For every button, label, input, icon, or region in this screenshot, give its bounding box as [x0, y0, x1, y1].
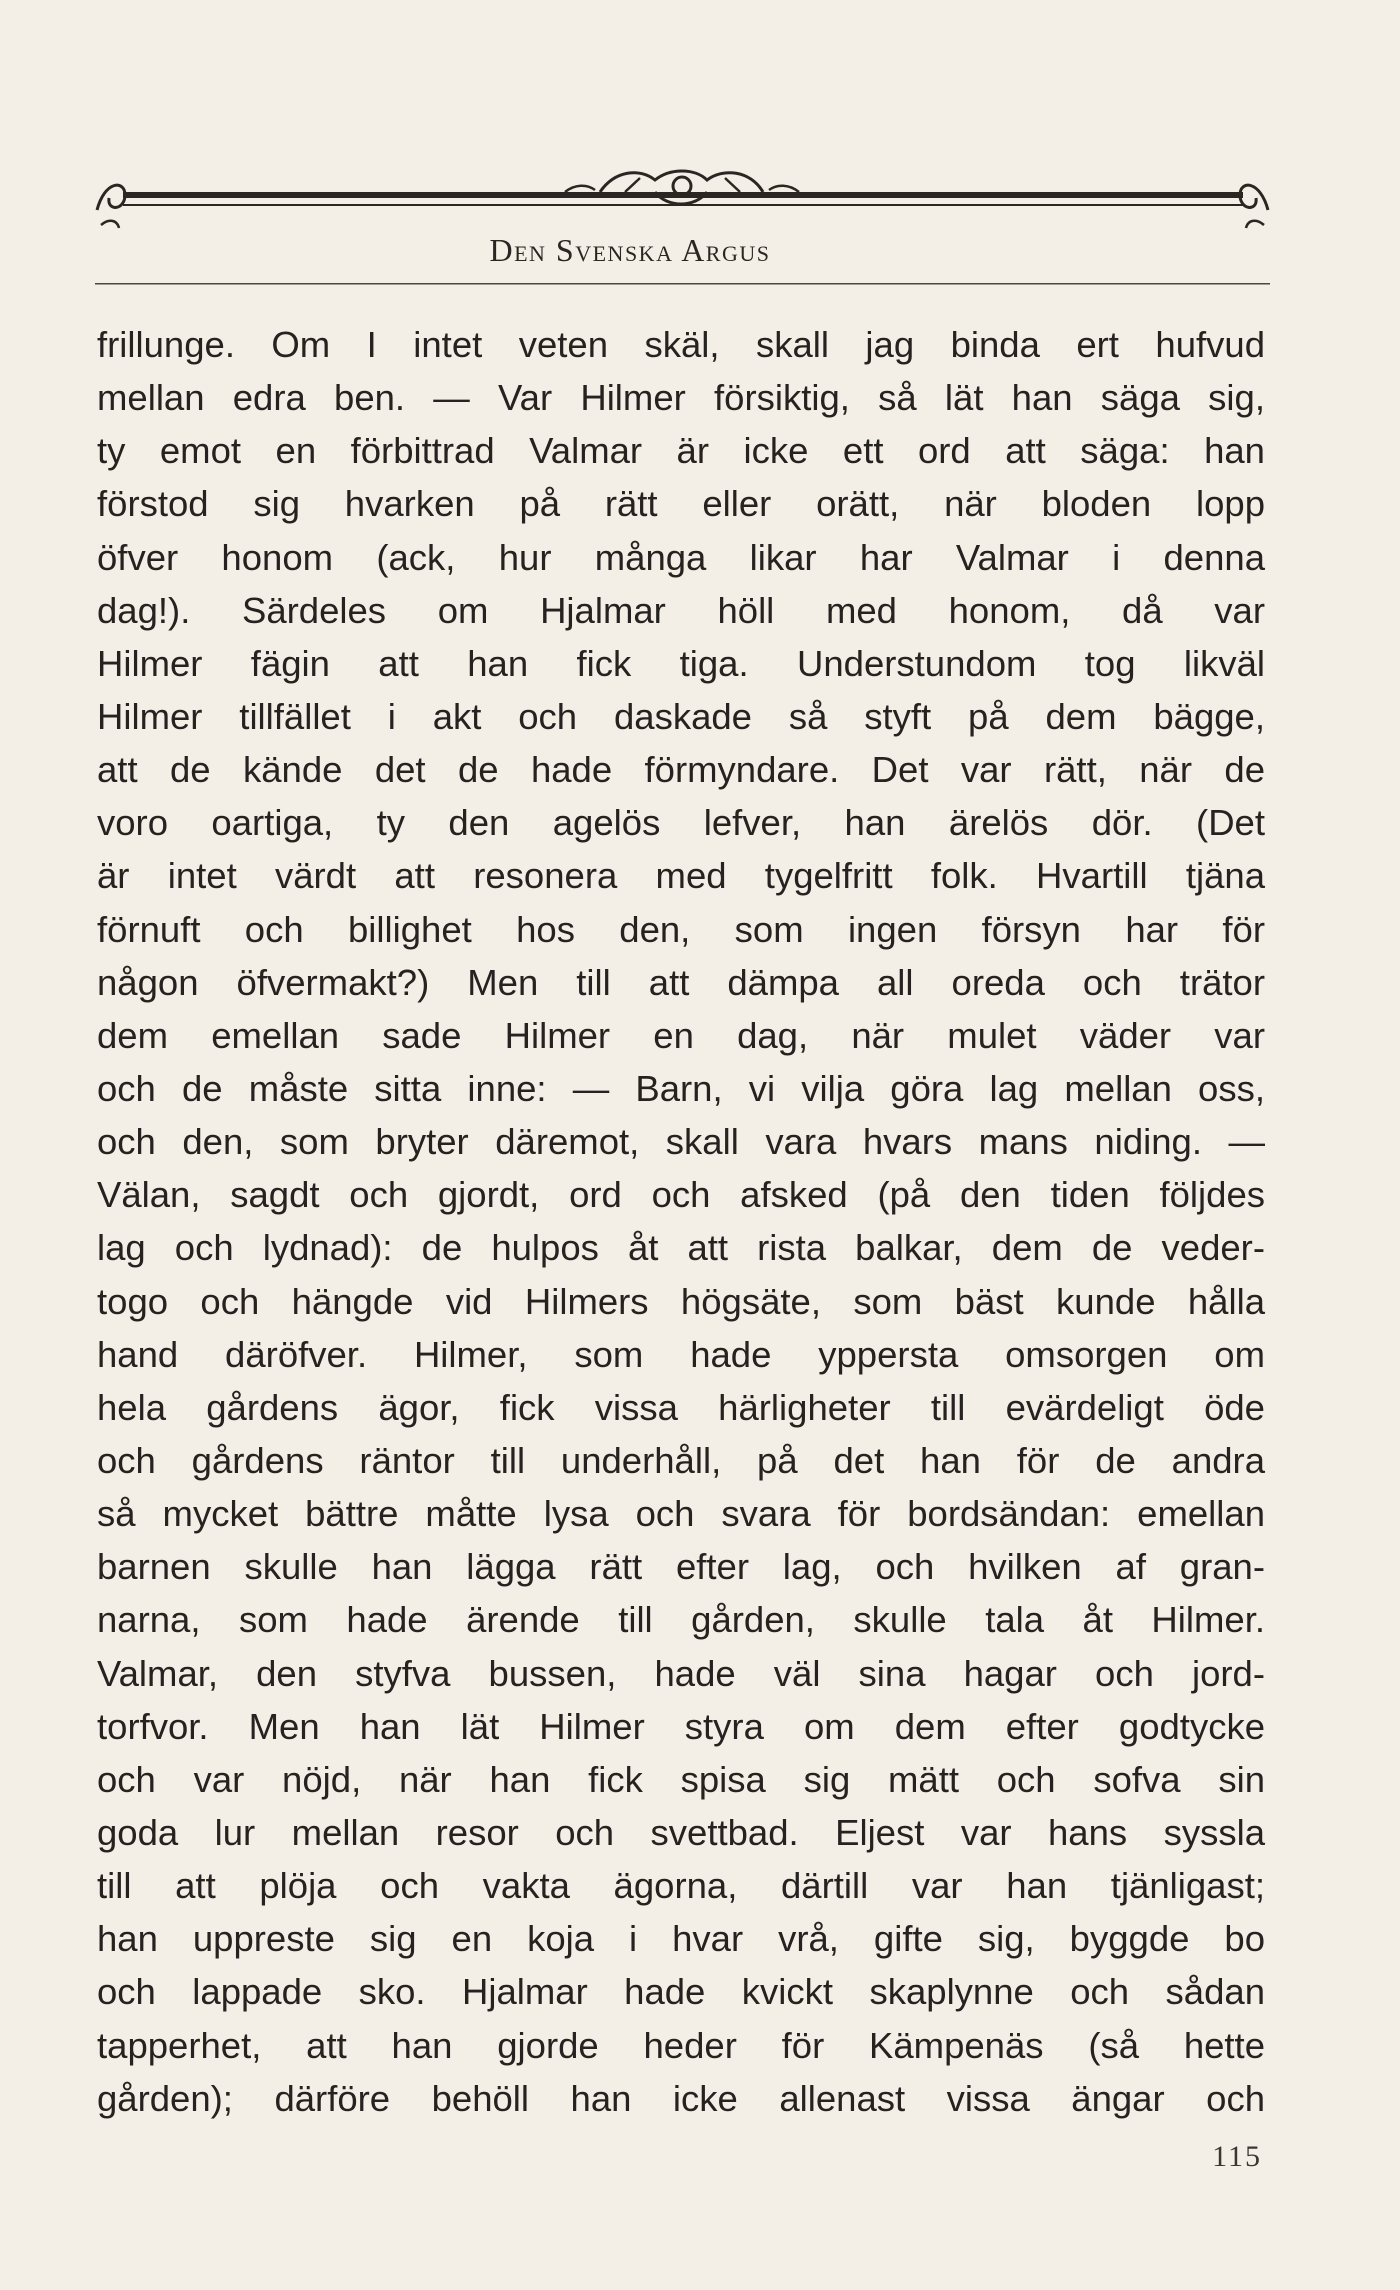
text-line: ty emot en förbittrad Valmar är icke ett ord att säga: han [97, 430, 1265, 472]
text-line: voro oartiga, ty den agelös lefver, han ärelös dör. (Det [97, 802, 1265, 844]
text-line: tapperhet, att han gjorde heder för Kämpenäs (så hette [97, 2024, 1265, 2066]
text-line: torfvor. Men han lät Hilmer styra om dem efter godtycke [97, 1705, 1265, 1747]
body-text [97, 318, 1265, 2125]
text-line: och var nöjd, när han fick spisa sig mätt och sofva sin [97, 1758, 1265, 1800]
header-divider [95, 282, 1270, 286]
text-line: öfver honom (ack, hur många likar har Valmar i denna [97, 536, 1265, 578]
text-line: frillunge. Om I intet veten skäl, skall jag binda ert hufvud [97, 324, 1265, 365]
text-line: och lappade sko. Hjalmar hade kvickt skaplynne och sådan [97, 1971, 1265, 2013]
text-line: Hilmer fägin att han fick tiga. Understundom tog likväl [97, 642, 1265, 684]
text-line: förnuft och billighet hos den, som ingen försyn har för [97, 908, 1265, 950]
text-line: någon öfvermakt?) Men till att dämpa all oreda och trätor [97, 961, 1265, 1003]
text-line: och gårdens räntor till underhåll, på det han för de andra [97, 1439, 1265, 1481]
text-line: goda lur mellan resor och svettbad. Eljest var hans syssla [97, 1811, 1265, 1853]
text-line: är intet värdt att resonera med tygelfritt folk. Hvartill tjäna [97, 855, 1265, 897]
running-title: Den Svenska Argus [489, 232, 771, 268]
text-line: och de måste sitta inne: — Barn, vi vilja göra lag mellan oss, [97, 1067, 1265, 1109]
header-ornament-icon [95, 150, 1270, 240]
text-line: hand däröfver. Hilmer, som hade yppersta omsorgen om [97, 1333, 1265, 1375]
page-number: 115 [1212, 2140, 1262, 2173]
text-line: togo och hängde vid Hilmers högsäte, som bäst kunde hålla [97, 1280, 1265, 1322]
text-line: Hilmer tillfället i akt och daskade så styft på dem bägge, [97, 695, 1265, 737]
text-line: dag!). Särdeles om Hjalmar höll med honom, då var [97, 589, 1265, 631]
text-line: lag och lydnad): de hulpos åt att rista balkar, dem de veder- [97, 1227, 1265, 1269]
text-line: han uppreste sig en koja i hvar vrå, gifte sig, byggde bo [97, 1918, 1265, 1960]
text-line: hela gårdens ägor, fick vissa härligheter till evärdeligt öde [97, 1386, 1265, 1428]
text-line: så mycket bättre måtte lysa och svara för bordsändan: emellan [97, 1493, 1265, 1535]
text-line: barnen skulle han lägga rätt efter lag, och hvilken af gran- [97, 1546, 1265, 1588]
text-line: till att plöja och vakta ägorna, därtill var han tjänligast; [97, 1865, 1265, 1907]
text-line: förstod sig hvarken på rätt eller orätt, när bloden lopp [97, 483, 1265, 525]
text-line: Valmar, den styfva bussen, hade väl sina hagar och jord- [97, 1652, 1265, 1694]
text-line: gården); därföre behöll han icke allenast vissa ängar och [97, 2077, 1265, 2119]
text-line: Välan, sagdt och gjordt, ord och afsked (på den tiden följdes [97, 1174, 1265, 1216]
text-line: och den, som bryter däremot, skall vara hvars mans niding. — [97, 1121, 1265, 1163]
text-line: att de kände det de hade förmyndare. Det var rätt, när de [97, 749, 1265, 791]
text-line: dem emellan sade Hilmer en dag, när mulet väder var [97, 1014, 1265, 1056]
text-line: mellan edra ben. — Var Hilmer försiktig, så lät han säga sig, [97, 377, 1265, 419]
text-line: narna, som hade ärende till gården, skulle tala åt Hilmer. [97, 1599, 1265, 1641]
